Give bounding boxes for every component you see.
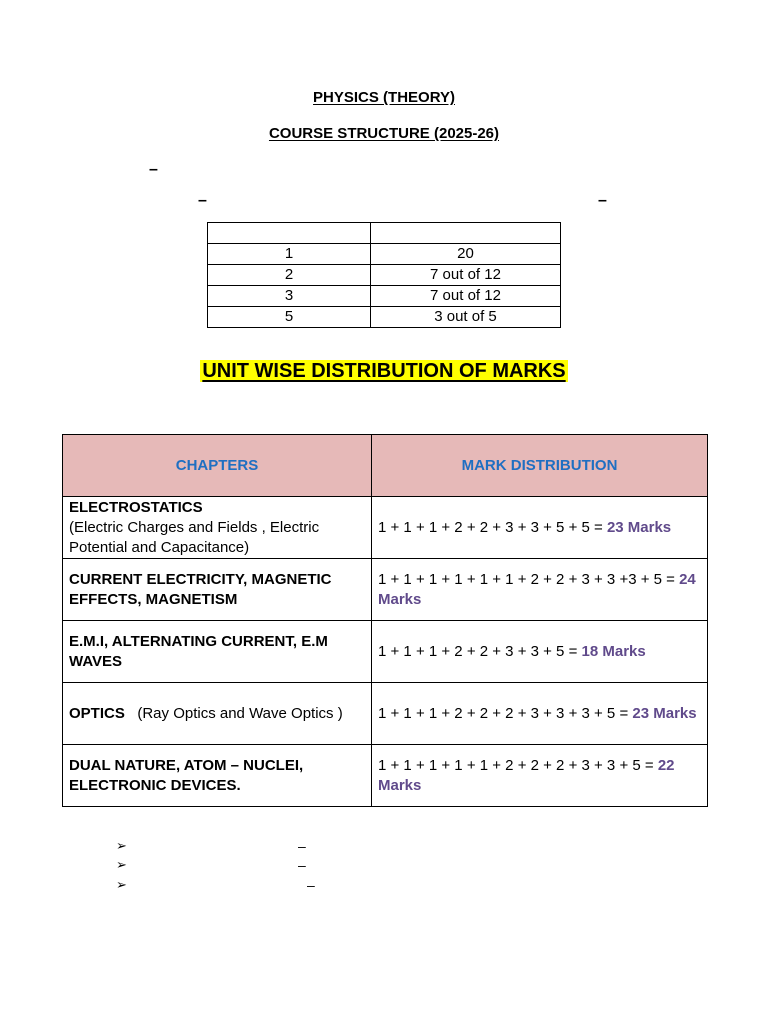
table-row bbox=[63, 745, 708, 807]
table-row bbox=[63, 683, 708, 745]
marks-total: 22 Marks bbox=[378, 756, 675, 794]
table-row bbox=[63, 497, 708, 559]
table-header-row bbox=[63, 435, 708, 497]
marks-total: 24 Marks bbox=[378, 570, 696, 608]
bullet-dash: – bbox=[298, 857, 306, 873]
chapter-cell bbox=[63, 559, 372, 621]
table-cell bbox=[208, 223, 371, 244]
chapter-cell bbox=[63, 497, 372, 559]
marks-formula: 1 + 1 + 1 + 1 + 1 + 2 + 2 + 2 + 3 + 3 + 5 = bbox=[378, 756, 658, 774]
marks-formula: 1 + 1 + 1 + 2 + 2 + 3 + 3 + 5 + 5 = bbox=[378, 518, 607, 536]
dash-mark: – bbox=[198, 192, 207, 209]
marks-total: 18 Marks bbox=[581, 642, 646, 660]
mark-distribution-cell bbox=[372, 683, 708, 745]
table-cell bbox=[371, 223, 561, 244]
chapter-name: OPTICS bbox=[69, 704, 125, 722]
dash-mark: – bbox=[149, 161, 158, 178]
bullet-dash: – bbox=[307, 877, 315, 893]
arrow-bullet-icon: ➢ bbox=[116, 838, 127, 853]
bullet-dash: – bbox=[298, 838, 306, 854]
chapter-name: ELECTROSTATICS bbox=[69, 498, 203, 516]
marks-formula: 1 + 1 + 1 + 2 + 2 + 3 + 3 + 5 = bbox=[378, 642, 582, 660]
table-cell: 3 out of 5 bbox=[371, 307, 561, 328]
chapter-name: E.M.I, ALTERNATING CURRENT, E.M WAVES bbox=[69, 632, 328, 670]
chapter-detail: (Ray Optics and Wave Optics ) bbox=[137, 704, 343, 722]
chapter-detail: (Electric Charges and Fields , Electric Potential and Capacitance) bbox=[69, 518, 320, 556]
page-subtitle: COURSE STRUCTURE (2025-26) bbox=[268, 125, 500, 142]
table-cell: 7 out of 12 bbox=[371, 265, 561, 286]
marks-formula: 1 + 1 + 1 + 2 + 2 + 2 + 3 + 3 + 3 + 5 = bbox=[378, 704, 633, 722]
mark-distribution-cell bbox=[372, 621, 708, 683]
chapter-name: DUAL NATURE, ATOM – NUCLEI, ELECTRONIC DEVICES. bbox=[69, 756, 304, 794]
table-cell: 1 bbox=[208, 244, 371, 265]
marks-formula: 1 + 1 + 1 + 1 + 1 + 1 + 2 + 2 + 3 + 3 +3 + 5 = bbox=[378, 570, 680, 588]
page-title: PHYSICS (THEORY) bbox=[313, 89, 455, 106]
table-cell: 20 bbox=[371, 244, 561, 265]
marks-distribution-table bbox=[62, 434, 708, 807]
table-row bbox=[208, 307, 561, 328]
table-cell: 7 out of 12 bbox=[371, 286, 561, 307]
marks-total: 23 Marks bbox=[632, 704, 697, 722]
table-header-row bbox=[208, 223, 561, 244]
question-table bbox=[207, 222, 561, 328]
table-cell: 3 bbox=[208, 286, 371, 307]
column-header-mark-distribution: MARK DISTRIBUTION bbox=[372, 435, 708, 497]
chapter-name: CURRENT ELECTRICITY, MAGNETIC EFFECTS, MAGNETISM bbox=[69, 570, 332, 608]
section-banner bbox=[0, 360, 768, 383]
mark-distribution-cell bbox=[372, 745, 708, 807]
chapter-cell bbox=[63, 745, 372, 807]
dash-mark: – bbox=[598, 192, 607, 209]
table-cell: 2 bbox=[208, 265, 371, 286]
table-row bbox=[208, 286, 561, 307]
table-row bbox=[208, 265, 561, 286]
table-row bbox=[63, 559, 708, 621]
table-row bbox=[63, 621, 708, 683]
arrow-bullet-icon: ➢ bbox=[116, 857, 127, 872]
marks-total: 23 Marks bbox=[606, 518, 672, 536]
table-row bbox=[208, 244, 561, 265]
mark-distribution-cell bbox=[372, 497, 708, 559]
column-header-chapters: CHAPTERS bbox=[63, 435, 372, 497]
table-cell: 5 bbox=[208, 307, 371, 328]
arrow-bullet-icon: ➢ bbox=[116, 877, 127, 892]
chapter-cell bbox=[63, 621, 372, 683]
chapter-cell bbox=[63, 683, 372, 745]
section-banner-text: UNIT WISE DISTRIBUTION OF MARKS bbox=[202, 360, 566, 382]
mark-distribution-cell bbox=[372, 559, 708, 621]
